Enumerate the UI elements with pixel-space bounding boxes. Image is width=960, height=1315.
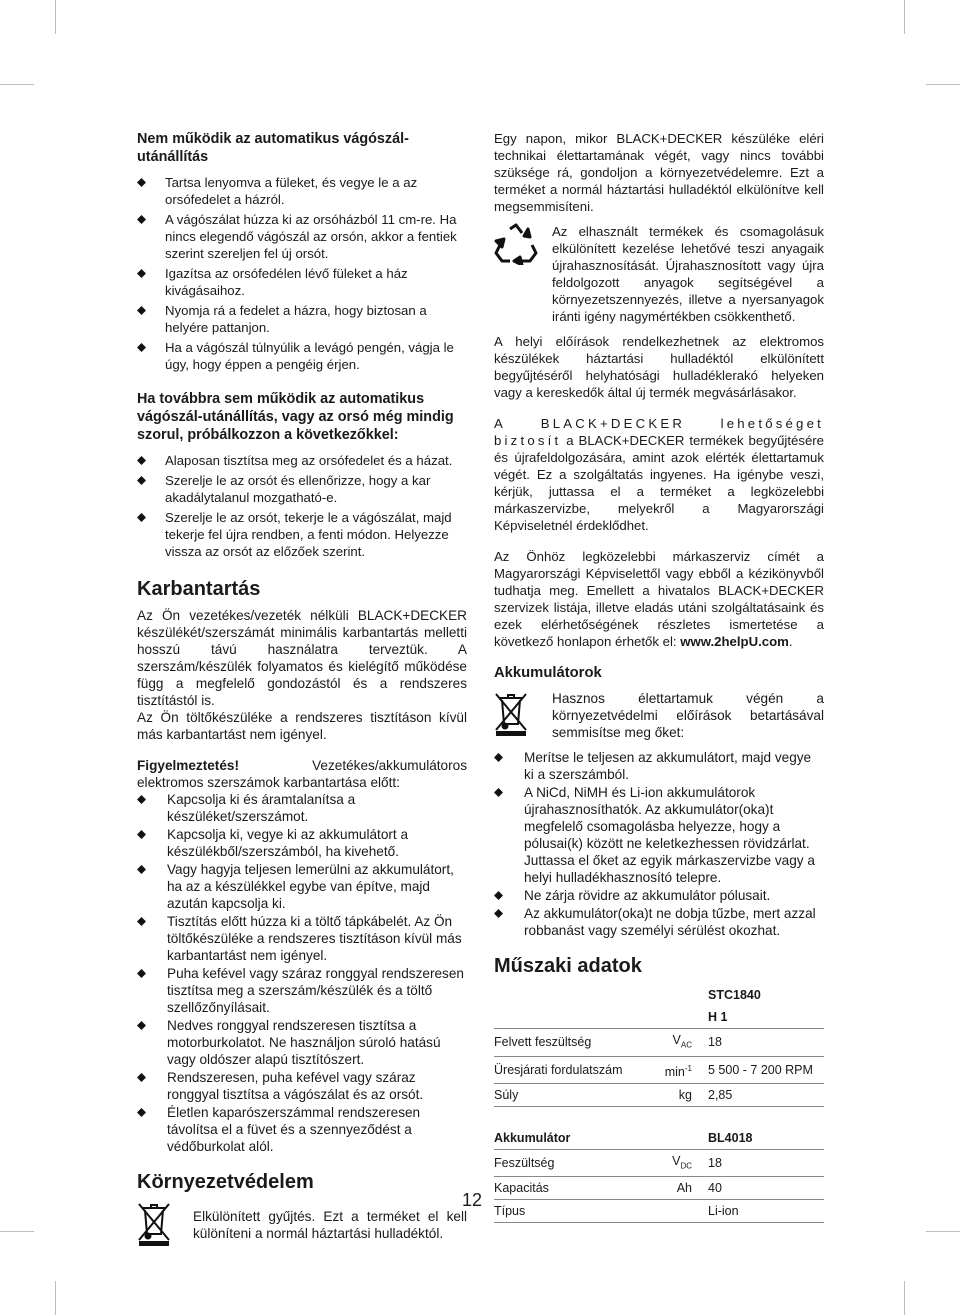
diamond-bullet-icon <box>137 969 146 978</box>
diamond-bullet-icon <box>137 269 146 278</box>
list-item <box>137 1104 467 1155</box>
list-item-text: Ha a vágószál túlnyúlik a levágó pengén, vágja le úgy, hogy éppen a pengéig érjen. <box>165 340 454 372</box>
list-item-text: Kapcsolja ki, vegye ki az akkumulátort a készülékből/szerszámból, ha kivehető. <box>167 827 409 859</box>
list-item <box>494 887 824 904</box>
spec-label: Kapacitás <box>494 1177 644 1200</box>
env-collection-row <box>137 1200 467 1246</box>
spec-unit-superscript: -1 <box>684 1063 692 1073</box>
list-item <box>137 861 467 912</box>
spec-value: 5 500 - 7 200 RPM <box>708 1056 824 1083</box>
list-item-text: A NiCd, NiMH és Li-ion akkumulátorok újrahasznosíthatók. Az akkumulátor(oka)t megfelelő csomagolásba helyezze, hogy a pólusai(k) között ne keletkezhessen rövidzárlat. Juttassa el őket az egyik márkaszervizbe vagy a helyi hulladékhasznosító telepre. <box>524 785 815 885</box>
list-item <box>137 1069 467 1103</box>
bullet-list-line-fix <box>137 174 467 373</box>
spec-unit <box>644 1056 708 1083</box>
diamond-bullet-icon <box>137 343 146 352</box>
spec-unit-text: V <box>672 1153 681 1168</box>
diamond-bullet-icon <box>137 865 146 874</box>
list-item <box>137 509 467 560</box>
spec-model: STC1840 <box>708 988 761 1002</box>
list-item-text: Nedves ronggyal rendszeresen tisztítsa a motorburkolatot. Ne használjon súroló hatású vagy oldószer alapú tisztítószert. <box>167 1018 441 1067</box>
bullet-list-further-steps <box>137 452 467 560</box>
list-item <box>494 905 824 939</box>
spec-row <box>494 1056 824 1083</box>
spec-unit <box>644 1149 708 1177</box>
diamond-bullet-icon <box>137 1021 146 1030</box>
collection-service-text: a BLACK+DECKER termékek begyűjtésére és újrafeldolgozására, amint azok elérték élettartamuk végét. Ez a szolgáltatás ingyenes. Ha igénybe veszi, kérjük, juttassa el a terméket a legközelebbi márkaszervizbe, melyekről a Magyarországi Képviseletnél érdeklődhet. <box>494 433 824 533</box>
list-item-text: Igazítsa az orsófedélen lévő füleket a ház kivágásaihoz. <box>165 266 408 298</box>
spec-rows-tool <box>494 1029 824 1107</box>
diamond-bullet-icon <box>137 795 146 804</box>
spec-unit <box>644 1177 708 1200</box>
spec-head-model <box>494 984 824 1006</box>
list-item <box>137 826 467 860</box>
service-address-info <box>494 548 824 650</box>
spec-label: Súly <box>494 1083 644 1106</box>
service-url[interactable]: www.2helpU.com <box>680 634 789 649</box>
section-title-environment: Környezetvédelem <box>137 1171 314 1193</box>
collection-service <box>494 415 824 534</box>
list-item <box>137 339 467 373</box>
crop-mark <box>55 0 56 34</box>
spec-head-battery <box>494 1127 824 1150</box>
crop-mark <box>926 1231 960 1232</box>
crossed-out-wheelie-bin-icon <box>137 1200 171 1246</box>
bullet-list-batteries <box>494 749 824 939</box>
diamond-bullet-icon <box>494 909 503 918</box>
section-heading-line-not-working: Nem működik az automatikus vágószál-utánállítás <box>137 131 409 165</box>
list-item-text: Merítse le teljesen az akkumulátort, majd vegye ki a szerszámból. <box>524 750 812 782</box>
spec-head-type <box>494 1006 824 1029</box>
diamond-bullet-icon <box>494 788 503 797</box>
diamond-bullet-icon <box>137 917 146 926</box>
list-item-text: Alaposan tisztítsa meg az orsófedelet és a házat. <box>165 453 453 468</box>
list-item <box>137 265 467 299</box>
crop-mark <box>926 84 960 85</box>
maintenance-warning <box>137 757 467 791</box>
spec-value: Li-ion <box>708 1200 824 1223</box>
env-collection-text: Elkülönített gyűjtés. Ezt a terméket el kell különíteni a normál háztartási hulladéktól. <box>193 1209 467 1241</box>
spec-label: Üresjárati fordulatszám <box>494 1056 644 1083</box>
list-item-text: Szerelje le az orsót, tekerje le a vágószálat, majd tekerje fel újra rendben, a fenti módon. Helyezze vissza az orsót az előzőek szerint. <box>165 510 452 559</box>
spec-label: Feszültség <box>494 1149 644 1177</box>
list-item <box>494 784 824 886</box>
maintenance-intro: Az Ön vezetékes/vezeték nélküli BLACK+DECKER készülékét/szerszámát minimális karbantartás melletti hosszú távú használatra terveztük. A szerszám/készülék folyamatos és kielégítő működése függ a megfelelő gondozástól és a rendszeres tisztítástól is. <box>137 608 467 708</box>
spec-row <box>494 1200 824 1223</box>
list-item <box>137 174 467 208</box>
list-item-text: Az akkumulátor(oka)t ne dobja tűzbe, mert azzal robbanást vagy személyi sérülést okozhat. <box>524 906 816 938</box>
spec-row <box>494 1029 824 1057</box>
crop-mark <box>55 1281 56 1315</box>
diamond-bullet-icon <box>137 178 146 187</box>
crossed-out-wheelie-bin-icon <box>494 690 528 736</box>
diamond-bullet-icon <box>137 1073 146 1082</box>
spec-label: Felvett feszültség <box>494 1029 644 1057</box>
crop-mark <box>0 84 34 85</box>
warning-text: Vezetékes/akkumulátoros elektromos szerszámok karbantartása előtt: <box>137 758 467 790</box>
spec-unit-text: V <box>672 1033 681 1047</box>
spec-unit-text: Ah <box>676 1181 692 1196</box>
diamond-bullet-icon <box>137 830 146 839</box>
list-item <box>137 211 467 262</box>
list-item <box>494 749 824 783</box>
list-item <box>137 472 467 506</box>
spec-battery-model: BL4018 <box>708 1127 824 1150</box>
spec-row <box>494 1177 824 1200</box>
spec-row <box>494 1149 824 1177</box>
spec-battery-label: Akkumulátor <box>494 1127 644 1150</box>
section-heading-batteries: Akkumulátorok <box>494 665 602 681</box>
list-item-text: Rendszeresen, puha kefével vagy száraz ronggyal tisztítsa a vágószálat és az orsót. <box>167 1070 424 1102</box>
spec-table-battery <box>494 1127 824 1224</box>
section-title-technical-data: Műszaki adatok <box>494 955 642 977</box>
recycle-row <box>494 223 824 325</box>
bullet-list-maintenance <box>137 791 467 1155</box>
list-item <box>137 965 467 1016</box>
environment-intro: Egy napon, mikor BLACK+DECKER készüléke eléri technikai élettartamának végét, vagy nincs további szüksége rá, gondoljon a környezetvédelemre. Ezt a terméket a normál háztartási hulladéktól elkülönítve kell megsemmisíteni. <box>494 131 824 214</box>
list-item <box>137 913 467 964</box>
battery-disposal-text: Hasznos élettartamuk végén a környezetvédelmi előírások betartásával semmisítse meg őket: <box>552 691 824 740</box>
spec-label: Típus <box>494 1200 644 1223</box>
spec-unit-text: kg <box>678 1087 692 1102</box>
list-item-text: Nyomja rá a fedelet a házra, hogy biztosan a helyére pattanjon. <box>165 303 427 335</box>
list-item-text: Szerelje le az orsót és ellenőrizze, hogy a kar akadálytalanul mozgatható-e. <box>165 473 431 505</box>
list-item-text: Tisztítás előtt húzza ki a töltő tápkábelét. Az Ön töltőkészüléke a rendszeres tisztításon kívül más karbantartást nem igényel. <box>167 914 462 963</box>
diamond-bullet-icon <box>137 1108 146 1117</box>
spec-value: 40 <box>708 1177 824 1200</box>
spec-unit-subscript: DC <box>680 1161 692 1171</box>
warning-label: Figyelmeztetés! <box>137 758 239 773</box>
diamond-bullet-icon <box>494 891 503 900</box>
list-item-text: Tartsa lenyomva a füleket, és vegye le a az orsófedelet a házról. <box>165 175 418 207</box>
battery-disposal-row <box>494 690 824 741</box>
list-item <box>137 452 467 469</box>
right-column <box>494 130 824 1223</box>
list-item-text: Puha kefével vagy száraz ronggyal rendszeresen tisztítsa meg a szerszám/készülék és a töltő szellőzőnyílásait. <box>167 966 464 1015</box>
crop-mark <box>904 0 905 34</box>
left-column <box>137 130 467 1246</box>
diamond-bullet-icon <box>494 753 503 762</box>
list-item <box>137 1017 467 1068</box>
spec-unit <box>644 1083 708 1106</box>
spec-unit <box>644 1200 708 1223</box>
spec-value: 18 <box>708 1149 824 1177</box>
list-item-text: Vagy hagyja teljesen lemerülni az akkumulátort, ha az a készülékkel egybe van építve, majd azután kapcsolja ki. <box>167 862 454 911</box>
page-number: 12 <box>462 1190 483 1210</box>
crop-mark <box>0 1231 34 1232</box>
diamond-bullet-icon <box>137 513 146 522</box>
spec-type: H 1 <box>708 1006 824 1029</box>
spec-value: 18 <box>708 1029 824 1057</box>
maintenance-charger-note: Az Ön töltőkészüléke a rendszeres tisztításon kívül más karbantartást nem igényel. <box>137 710 467 742</box>
diamond-bullet-icon <box>137 476 146 485</box>
service-address-end: . <box>788 634 793 649</box>
list-item-text: Életlen kaparószerszámmal rendszeresen távolítsa el a füvet és a szennyeződést a védőburkolat alól. <box>167 1105 421 1154</box>
list-item-text: Kapcsolja ki és áramtalanítsa a készüléket/szerszámot. <box>167 792 356 824</box>
diamond-bullet-icon <box>137 215 146 224</box>
local-regulations: A helyi előírások rendelkezhetnek az elektromos készülékek háztartási hulladéktól elkülönített begyűjtéséről helyhatósági hulladéklerakó helyeken vagy a kereskedők által új termék megvásárlásakor. <box>494 334 824 400</box>
section-title-maintenance: Karbantartás <box>137 578 261 600</box>
diamond-bullet-icon <box>137 306 146 315</box>
spec-rows-battery <box>494 1149 824 1223</box>
list-item <box>137 791 467 825</box>
service-address-text: Az Önhöz legközelebbi márkaszerviz címét a Magyarországi Képviselettől vagy ebből a kézikönyvből tudhatja meg. Emellett a hivatalos BLACK+DECKER szervizek listája, illetve eladás utáni szolgáltatásaink és ezek elérhetőségének részletes ismertetése a következő honlapon érhetők el: <box>494 549 824 649</box>
list-item <box>137 302 467 336</box>
recycle-icon <box>494 223 538 265</box>
list-item-text: A vágószálat húzza ki az orsóházból 11 cm-re. Ha nincs elegendő vágószál az orsón, akkor a fentiek szerint szereljen fel új orsót. <box>165 212 457 261</box>
spec-unit <box>644 1029 708 1057</box>
collection-service-lead: A BLACK+DECKER lehetőséget biztosít <box>494 416 824 448</box>
spec-unit-text: min <box>664 1064 685 1079</box>
spec-value: 2,85 <box>708 1083 824 1106</box>
recycle-text: Az elhasznált termékek és csomagolásuk elkülönített kezelése lehetővé teszi anyagaik újrahasznosítását. Újrahasznosított vagy újra feldolgozott anyagok segítségével a környezetszennyezés, illetve a nyersanyagok iránti igény nagymértékben csökkenthető. <box>552 224 824 324</box>
list-item-text: Ne zárja rövidre az akkumulátor pólusait. <box>524 888 771 903</box>
diamond-bullet-icon <box>137 456 146 465</box>
spec-table-tool <box>494 984 824 1107</box>
section-heading-still-not-working: Ha továbbra sem működik az automatikus vágószál-utánállítás, vagy az orsó még mindig szorul, próbálkozzon a következőkkel: <box>137 391 454 443</box>
crop-mark <box>904 1281 905 1315</box>
spec-unit-subscript: AC <box>680 1040 692 1050</box>
spec-row <box>494 1083 824 1106</box>
